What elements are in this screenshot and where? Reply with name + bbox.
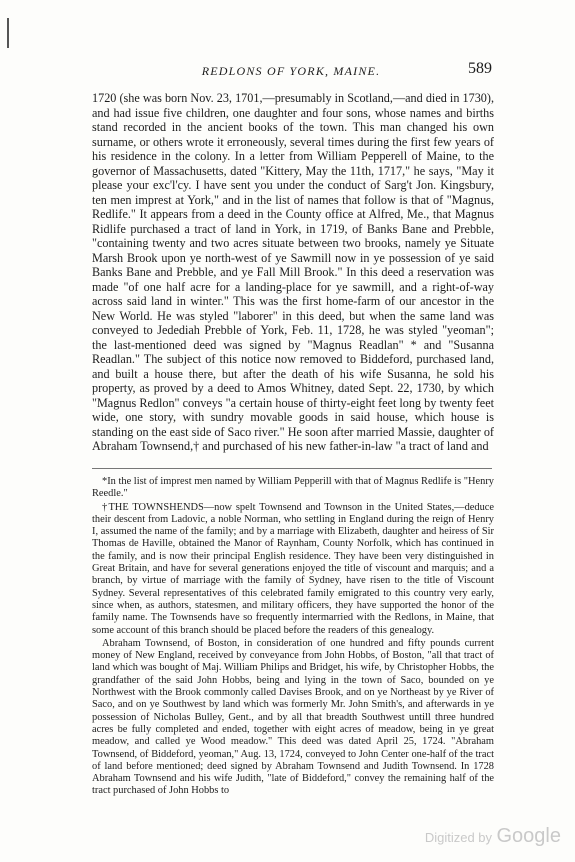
running-title: REDLONS OF YORK, MAINE. — [201, 64, 381, 78]
footnote-townshends: †THE TOWNSHENDS—now spelt Townsend and Townson in the United States,—deduce their descent from Ladovic, a noble Norman, who settling in England during the reign of Henry I, assumed the name of the family; and by a marriage with Elizabeth, daughter and heiress of Sir Thomas de Haville, obtained the Manor of Raynham, County Norfolk, which has continued in the family, and is now their principal English residence. They have been very distinguished in Great Britain, and have for several generations enjoyed the title of viscount and marquis; and a branch, by virtue of marriage with the family of Sydney, have risen to the title of Viscount Sydney. Several representatives of this celebrated family emigrated to this country very early, since when, as authors, statesmen, and military officers, they have supported the honor of the family name. The Townsends have so frequently intermarried with the Redlons, in Maine, that some account of this branch should be placed before the readers of this genealogy. — [92, 501, 494, 636]
body-paragraph: 1720 (she was born Nov. 23, 1701,—presumably in Scotland,—and died in 1730), and had issue five children, one daughter and four sons, whose names and births stand recorded in the ancient books of the town. This man changed his own surname, or others wrote it erroneously, several times during the first few years of his residence in the colony. In a letter from William Pepperell of Maine, to the governor of Massachusetts, dated "Kittery, May the 11th, 1717," he says, "May it please your exc'l'cy. I have sent you under the conduct of Sarg't Jon. Kingsbury, ten men imprest at York," and in the list of names that follow is that of "Magnus, Redlife." It appears from a deed in the County office at Alfred, Me., that Magnus Ridlife purchased a tract of land in York, in 1719, of Banks Bane and Prebble, "containing twenty and two acres situate between two brooks, namely ye Situate Marsh Brook upon ye north-west of ye Sawmill now in ye possession of ye said Banks Bane and Prebble, and ye Fall Mill Brook." In this deed a reservation was made "of one half acre for a landing-place for ye sawmill, and a right-of-way across said land in winter." This was the first home-farm of our ancestor in the New World. He was styled "laborer" in this deed, but when the same land was conveyed to Jedediah Prebble of York, Feb. 11, 1728, he was styled "yeoman"; the last-mentioned deed was signed by "Magnus Readlan" * and "Susanna Readlan." The subject of this notice now removed to Biddeford, purchased land, and built a house there, but after the death of his wife Susanna, he sold his property, as proved by a deed to Amos Whitney, dated Sept. 22, 1730, by which "Magnus Redlon" conveys "a certain house of thirty-eight feet long by twenty feet wide, one story, with sundry movable goods in said house, which house is standing on the east side of Saco river." He soon after married Massie, daughter of Abraham Townsend,† and purchased of his new father-in-law "a tract of land and — [92, 91, 494, 453]
footnote-abraham-townsend: Abraham Townsend, of Boston, in consideration of one hundred and fifty pounds current money of New England, received by conveyance from John Hobbs, of Boston, "all that tract of land which was bought of Maj. William Philips and Bridget, his wife, by Christopher Hobbs, the grandfather of the said John Hobbs, being and lying in the town of Saco, bounded on ye Northwest with the Brook commonly called Davises Brook, and on ye Northeast by ye River of Saco, and on ye Southwest by land which was formerly Mr. John Smith's, and afterwards in ye possession of Nicholas Bulley, Gent., and by all that breadth Southwest untill three hundred acres be fully completed and ended, together with eight acres of meadow, being in ye great meadow, and called ye Wood meadow." This deed was dated April 25, 1724. "Abraham Townsend, of Biddeford, yeoman," Aug. 13, 1724, conveyed to John Center one-half of the tract of land before mentioned; deed signed by Abraham Townsend and Judith Townsend. In 1728 Abraham Townsend and his wife Judith, "late of Biddeford," convey the remaining half of the tract purchased of John Hobbs to — [92, 637, 494, 797]
footnote-asterisk: *In the list of imprest men named by William Pepperill with that of Magnus Redlife is "Henry Reedle." — [92, 476, 494, 500]
page-number: 589 — [468, 60, 492, 77]
watermark-prefix: Digitized by — [424, 830, 493, 845]
margin-mark — [7, 18, 9, 48]
digitized-by-google-watermark — [425, 825, 561, 848]
main-text — [92, 91, 494, 454]
footnote-rule — [92, 468, 492, 469]
google-logo: Google — [496, 825, 561, 847]
page-header — [92, 60, 492, 80]
footnotes — [92, 476, 494, 799]
